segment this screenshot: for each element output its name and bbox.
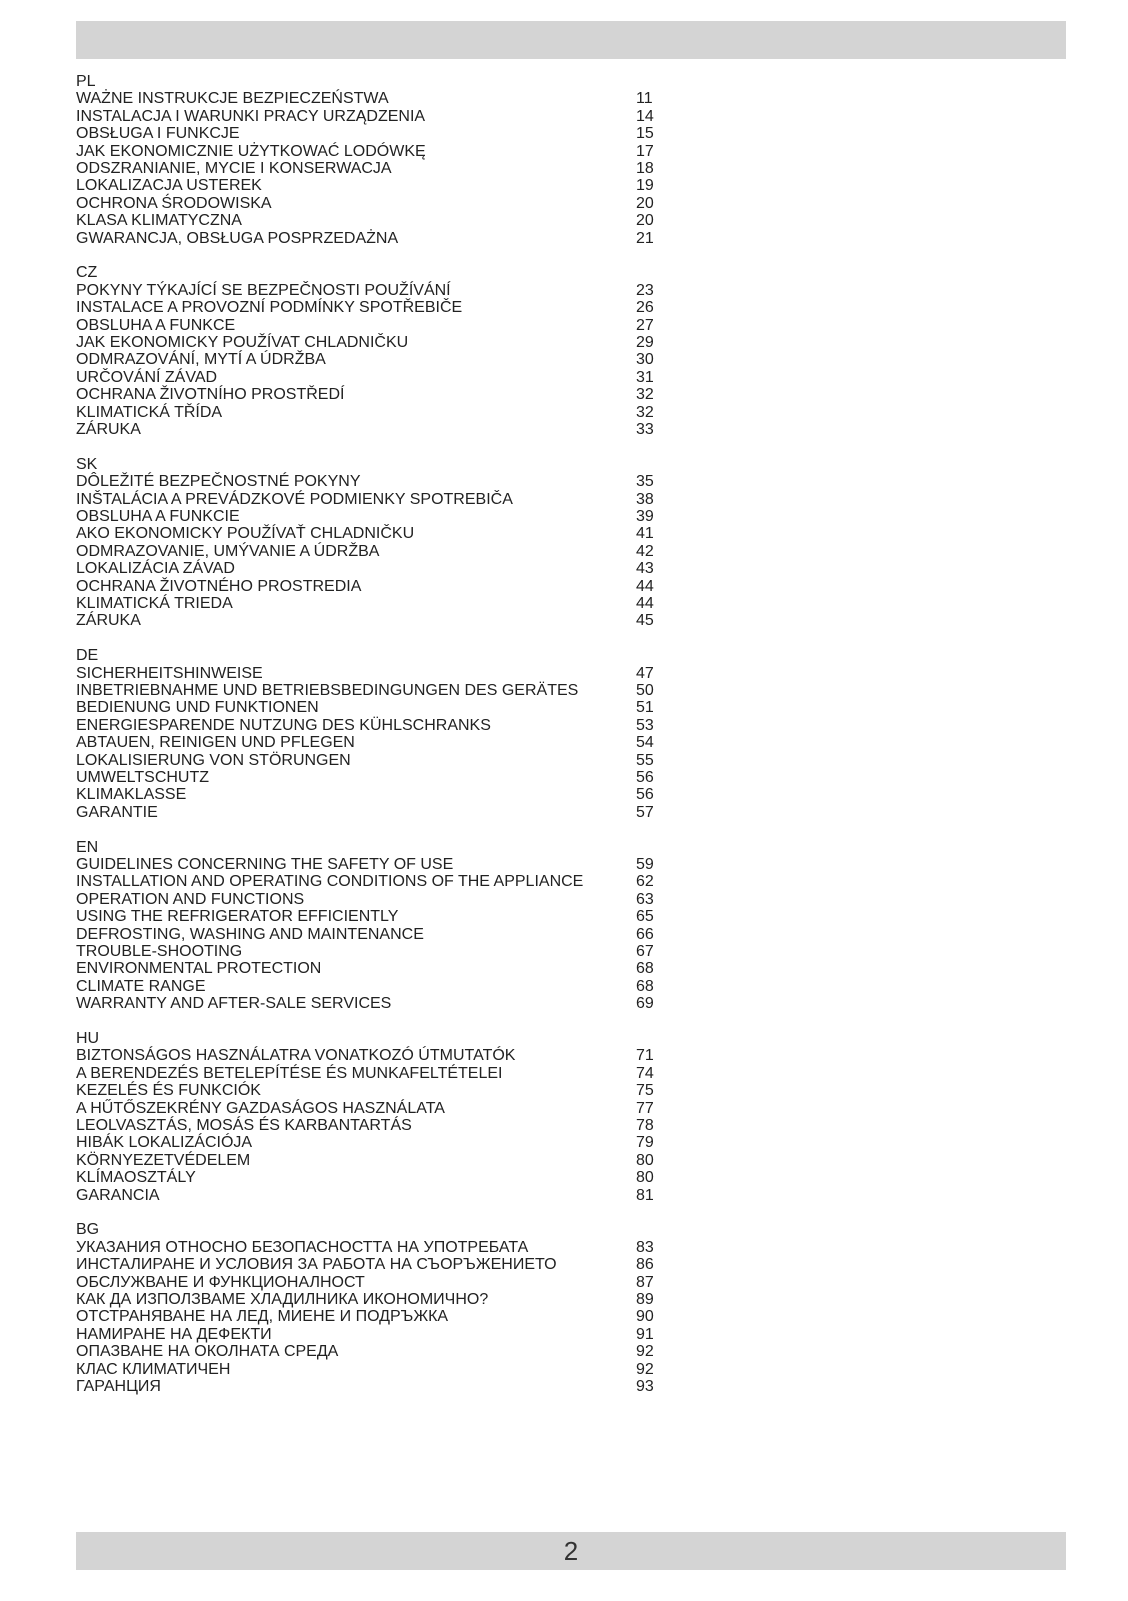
toc-entry xyxy=(76,908,676,925)
entry-title: ГАРАНЦИЯ xyxy=(76,1377,161,1395)
toc-entry xyxy=(76,1291,676,1308)
toc-entry xyxy=(76,769,676,786)
toc-entry xyxy=(76,1378,676,1395)
entry-page-number: 89 xyxy=(636,1291,654,1308)
entry-page-number: 14 xyxy=(636,107,654,125)
entry-page-number: 21 xyxy=(636,229,654,247)
entry-title: GUIDELINES CONCERNING THE SAFETY OF USE xyxy=(76,856,454,874)
entry-title: OPERATION AND FUNCTIONS xyxy=(76,890,305,908)
entry-page-number: 90 xyxy=(636,1308,654,1326)
toc-entry xyxy=(76,856,676,873)
entry-page-number: 27 xyxy=(636,316,654,334)
entry-title: ODMRAZOVÁNÍ, MYTÍ A ÚDRŽBA xyxy=(76,351,326,369)
entry-page-number: 18 xyxy=(636,159,654,177)
toc-section-sk xyxy=(76,456,676,630)
entry-title: OBSŁUGA I FUNKCJE xyxy=(76,125,240,143)
entry-page-number: 33 xyxy=(636,420,654,438)
entry-page-number: 62 xyxy=(636,873,654,891)
entry-title: JAK EKONOMICZNIE UŻYTKOWAĆ LODÓWKĘ xyxy=(76,142,426,160)
entry-title: KÖRNYEZETVÉDELEM xyxy=(76,1151,251,1169)
entry-title: KLIMATICKÁ TŘÍDA xyxy=(76,403,223,421)
toc-entry xyxy=(76,1169,676,1186)
entry-title: POKYNY TÝKAJÍCÍ SE BEZPEČNOSTI POUŽÍVÁNÍ xyxy=(76,281,451,299)
entry-page-number: 32 xyxy=(636,403,654,421)
entry-page-number: 45 xyxy=(636,612,654,630)
entry-page-number: 77 xyxy=(636,1099,654,1117)
entry-title: INSTALACJA I WARUNKI PRACY URZĄDZENIA xyxy=(76,107,426,125)
toc-entry xyxy=(76,960,676,977)
language-code: BG xyxy=(76,1221,100,1239)
entry-title: LOKALISIERUNG VON STÖRUNGEN xyxy=(76,751,351,769)
toc-entry xyxy=(76,1239,676,1256)
entry-page-number: 56 xyxy=(636,768,654,786)
entry-page-number: 17 xyxy=(636,142,654,160)
entry-page-number: 26 xyxy=(636,299,654,317)
toc-entry xyxy=(76,143,676,160)
entry-page-number: 92 xyxy=(636,1360,654,1378)
entry-page-number: 35 xyxy=(636,473,654,491)
entry-title: KEZELÉS ÉS FUNKCIÓK xyxy=(76,1082,261,1100)
toc-entry xyxy=(76,1152,676,1169)
entry-page-number: 29 xyxy=(636,333,654,351)
entry-title: ИНСТАЛИРАНЕ И УСЛОВИЯ ЗА РАБОТА НА СЪОРЪЖЕНИЕТО xyxy=(76,1256,557,1274)
entry-title: OBSLUHA A FUNKCE xyxy=(76,316,236,334)
entry-page-number: 91 xyxy=(636,1325,654,1343)
entry-page-number: 74 xyxy=(636,1064,654,1082)
toc-entry xyxy=(76,543,676,560)
toc-entry xyxy=(76,108,676,125)
toc-entry xyxy=(76,1343,676,1360)
language-code: DE xyxy=(76,647,99,665)
entry-page-number: 71 xyxy=(636,1047,654,1065)
entry-title: OBSLUHA A FUNKCIE xyxy=(76,507,240,525)
language-code: EN xyxy=(76,838,99,856)
entry-title: TROUBLE-SHOOTING xyxy=(76,942,243,960)
toc-entry xyxy=(76,804,676,821)
toc-entry xyxy=(76,560,676,577)
language-code: PL xyxy=(76,73,96,90)
entry-title: GARANTIE xyxy=(76,803,158,821)
toc-entry xyxy=(76,282,676,299)
toc-entry xyxy=(76,369,676,386)
entry-page-number: 11 xyxy=(636,90,653,108)
entry-title: УКАЗАНИЯ ОТНОСНО БЕЗОПАСНОСТТА НА УПОТРЕБАТА xyxy=(76,1238,529,1256)
entry-title: BEDIENUNG UND FUNKTIONEN xyxy=(76,699,319,717)
toc-entry xyxy=(76,1274,676,1291)
entry-page-number: 78 xyxy=(636,1116,654,1134)
toc-entry xyxy=(76,525,676,542)
entry-title: BIZTONSÁGOS HASZNÁLATRA VONATKOZÓ ÚTMUTATÓK xyxy=(76,1047,516,1065)
toc-entry xyxy=(76,578,676,595)
entry-page-number: 59 xyxy=(636,856,654,874)
entry-page-number: 20 xyxy=(636,212,654,230)
language-code: HU xyxy=(76,1030,100,1048)
entry-page-number: 87 xyxy=(636,1273,654,1291)
toc-entry xyxy=(76,1100,676,1117)
toc-section-cz xyxy=(76,264,676,438)
entry-title: DEFROSTING, WASHING AND MAINTENANCE xyxy=(76,925,424,943)
entry-page-number: 67 xyxy=(636,942,654,960)
entry-title: ОПАЗВАНЕ НА ОКОЛНАТА СРЕДА xyxy=(76,1343,339,1361)
entry-page-number: 55 xyxy=(636,751,654,769)
entry-page-number: 42 xyxy=(636,542,654,560)
toc-entry xyxy=(76,160,676,177)
entry-page-number: 75 xyxy=(636,1082,654,1100)
toc-entry xyxy=(76,891,676,908)
entry-title: ZÁRUKA xyxy=(76,420,141,438)
toc-section-pl xyxy=(76,73,676,247)
entry-page-number: 79 xyxy=(636,1134,654,1152)
entry-page-number: 80 xyxy=(636,1169,654,1187)
toc-entry xyxy=(76,317,676,334)
entry-page-number: 86 xyxy=(636,1256,654,1274)
entry-title: A HŰTŐSZEKRÉNY GAZDASÁGOS HASZNÁLATA xyxy=(76,1099,445,1117)
toc-entry xyxy=(76,734,676,751)
toc-entry xyxy=(76,334,676,351)
table-of-contents xyxy=(76,73,676,1413)
toc-entry xyxy=(76,873,676,890)
entry-title: AKO EKONOMICKY POUŽÍVAŤ CHLADNIČKU xyxy=(76,525,415,543)
entry-page-number: 80 xyxy=(636,1151,654,1169)
toc-entry xyxy=(76,1361,676,1378)
toc-entry xyxy=(76,1256,676,1273)
entry-page-number: 43 xyxy=(636,560,654,578)
entry-title: LEOLVASZTÁS, MOSÁS ÉS KARBANTARTÁS xyxy=(76,1116,412,1134)
entry-title: KLÍMAOSZTÁLY xyxy=(76,1169,196,1187)
entry-page-number: 68 xyxy=(636,977,654,995)
entry-title: ENVIRONMENTAL PROTECTION xyxy=(76,960,322,978)
entry-page-number: 50 xyxy=(636,682,654,699)
toc-entry xyxy=(76,386,676,403)
toc-entry xyxy=(76,752,676,769)
entry-page-number: 20 xyxy=(636,194,654,212)
entry-page-number: 83 xyxy=(636,1238,654,1256)
entry-title: ENERGIESPARENDE NUTZUNG DES KÜHLSCHRANKS xyxy=(76,716,491,734)
header-bar xyxy=(76,21,1066,59)
entry-page-number: 47 xyxy=(636,664,654,682)
entry-title: НАМИРАНЕ НА ДЕФЕКТИ xyxy=(76,1325,272,1343)
toc-entry xyxy=(76,595,676,612)
entry-title: KLIMAKLASSE xyxy=(76,786,187,804)
toc-entry xyxy=(76,1308,676,1325)
toc-entry xyxy=(76,508,676,525)
toc-entry xyxy=(76,90,676,107)
entry-title: ODMRAZOVANIE, UMÝVANIE A ÚDRŽBA xyxy=(76,542,380,560)
toc-entry xyxy=(76,612,676,629)
entry-page-number: 63 xyxy=(636,890,654,908)
entry-page-number: 15 xyxy=(636,125,654,143)
entry-title: ABTAUEN, REINIGEN UND PFLEGEN xyxy=(76,734,355,752)
entry-page-number: 57 xyxy=(636,803,654,821)
entry-page-number: 65 xyxy=(636,908,654,926)
entry-page-number: 69 xyxy=(636,995,654,1013)
language-code: SK xyxy=(76,455,98,473)
entry-page-number: 93 xyxy=(636,1377,654,1395)
entry-page-number: 92 xyxy=(636,1343,654,1361)
language-code: CZ xyxy=(76,264,98,282)
entry-title: JAK EKONOMICKY POUŽÍVAT CHLADNIČKU xyxy=(76,333,409,351)
entry-page-number: 39 xyxy=(636,507,654,525)
entry-title: WARRANTY AND AFTER-SALE SERVICES xyxy=(76,995,392,1013)
toc-entry xyxy=(76,299,676,316)
entry-title: LOKALIZACJA USTEREK xyxy=(76,177,262,195)
entry-page-number: 31 xyxy=(636,368,654,386)
toc-entry xyxy=(76,1117,676,1134)
toc-entry xyxy=(76,421,676,438)
toc-entry xyxy=(76,943,676,960)
entry-title: КЛАС КЛИМАТИЧЕН xyxy=(76,1360,231,1378)
toc-entry xyxy=(76,230,676,247)
toc-entry xyxy=(76,1134,676,1151)
entry-page-number: 44 xyxy=(636,594,654,612)
toc-section-hu xyxy=(76,1030,676,1204)
toc-section-en xyxy=(76,839,676,1013)
entry-page-number: 68 xyxy=(636,960,654,978)
entry-page-number: 81 xyxy=(636,1186,654,1204)
entry-title: CLIMATE RANGE xyxy=(76,977,206,995)
entry-title: USING THE REFRIGERATOR EFFICIENTLY xyxy=(76,908,399,926)
entry-title: HIBÁK LOKALIZÁCIÓJA xyxy=(76,1134,253,1152)
entry-title: UMWELTSCHUTZ xyxy=(76,768,210,786)
entry-title: OCHRANA ŽIVOTNÉHO PROSTREDIA xyxy=(76,577,362,595)
entry-title: KLIMATICKÁ TRIEDA xyxy=(76,594,233,612)
entry-page-number: 23 xyxy=(636,281,654,299)
toc-entry xyxy=(76,125,676,142)
toc-entry xyxy=(76,926,676,943)
entry-page-number: 32 xyxy=(636,386,654,404)
entry-page-number: 56 xyxy=(636,786,654,804)
toc-entry xyxy=(76,682,676,699)
entry-title: LOKALIZÁCIA ZÁVAD xyxy=(76,560,235,578)
entry-title: OCHRANA ŽIVOTNÍHO PROSTŘEDÍ xyxy=(76,386,345,404)
toc-entry xyxy=(76,212,676,229)
entry-page-number: 54 xyxy=(636,734,654,752)
toc-entry xyxy=(76,404,676,421)
toc-entry xyxy=(76,786,676,803)
toc-entry xyxy=(76,351,676,368)
entry-title: INŠTALÁCIA A PREVÁDZKOVÉ PODMIENKY SPOTREBIČA xyxy=(76,490,513,508)
toc-entry xyxy=(76,978,676,995)
toc-entry xyxy=(76,1187,676,1204)
entry-page-number: 41 xyxy=(636,525,654,543)
toc-entry xyxy=(76,473,676,490)
toc-section-bg xyxy=(76,1221,676,1395)
toc-entry xyxy=(76,1065,676,1082)
toc-section-de xyxy=(76,647,676,821)
entry-page-number: 53 xyxy=(636,716,654,734)
entry-title: КАК ДА ИЗПОЛЗВАМЕ ХЛАДИЛНИКА ИКОНОМИЧНО? xyxy=(76,1291,489,1308)
entry-title: ODSZRANIANIE, MYCIE I KONSERWACJA xyxy=(76,159,392,177)
toc-entry xyxy=(76,717,676,734)
page-number: 2 xyxy=(563,1535,579,1566)
entry-title: GARANCIA xyxy=(76,1186,160,1204)
entry-title: GWARANCJA, OBSŁUGA POSPRZEDAŻNA xyxy=(76,229,399,247)
entry-title: ОБСЛУЖВАНЕ И ФУНКЦИОНАЛНОСТ xyxy=(76,1273,365,1291)
entry-page-number: 66 xyxy=(636,925,654,943)
entry-title: URČOVÁNÍ ZÁVAD xyxy=(76,368,218,386)
entry-page-number: 44 xyxy=(636,577,654,595)
toc-entry xyxy=(76,699,676,716)
entry-title: A BERENDEZÉS BETELEPÍTÉSE ÉS MUNKAFELTÉTELEI xyxy=(76,1064,503,1082)
entry-title: DÔLEŽITÉ BEZPEČNOSTNÉ POKYNY xyxy=(76,473,361,491)
entry-title: SICHERHEITSHINWEISE xyxy=(76,664,263,682)
entry-title: INSTALACE A PROVOZNÍ PODMÍNKY SPOTŘEBIČE xyxy=(76,299,463,317)
entry-page-number: 19 xyxy=(636,177,654,195)
entry-title: ОТСТРАНЯВАНЕ НА ЛЕД, МИЕНЕ И ПОДРЪЖКА xyxy=(76,1308,449,1326)
toc-entry xyxy=(76,177,676,194)
entry-page-number: 38 xyxy=(636,490,654,508)
entry-page-number: 30 xyxy=(636,351,654,369)
toc-entry xyxy=(76,1326,676,1343)
footer-bar xyxy=(76,1532,1066,1570)
toc-entry xyxy=(76,1082,676,1099)
toc-entry xyxy=(76,665,676,682)
entry-title: INSTALLATION AND OPERATING CONDITIONS OF THE APPLIANCE xyxy=(76,873,584,891)
toc-entry xyxy=(76,491,676,508)
entry-title: ZÁRUKA xyxy=(76,612,141,630)
entry-title: KLASA KLIMATYCZNA xyxy=(76,212,242,230)
entry-title: WAŻNE INSTRUKCJE BEZPIECZEŃSTWA xyxy=(76,90,389,108)
entry-title: INBETRIEBNAHME UND BETRIEBSBEDINGUNGEN DES GERÄTES xyxy=(76,682,579,699)
entry-title: OCHRONA ŚRODOWISKA xyxy=(76,194,272,212)
toc-entry xyxy=(76,195,676,212)
entry-page-number: 51 xyxy=(636,699,654,717)
toc-entry xyxy=(76,995,676,1012)
toc-entry xyxy=(76,1047,676,1064)
